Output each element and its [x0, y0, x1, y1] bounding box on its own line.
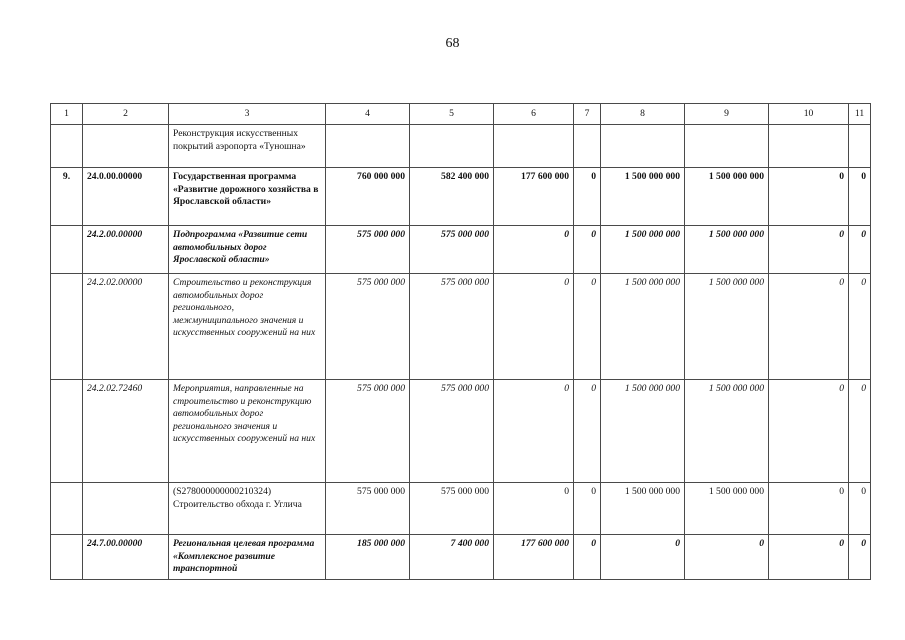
amount-cell: 177 600 000 — [494, 535, 574, 580]
name-cell: Мероприятия, направленные на строительство и реконструкцию автомобильных дорог регионального значения и искусственных сооружений на них — [169, 380, 326, 483]
amount-cell: 1 500 000 000 — [685, 380, 769, 483]
amount-cell: 7 400 000 — [410, 535, 494, 580]
amount-cell: 0 — [769, 226, 849, 274]
amount-cell: 0 — [574, 535, 601, 580]
amount-cell: 1 500 000 000 — [601, 380, 685, 483]
amount-cell: 0 — [849, 226, 871, 274]
row-number-cell: 9. — [51, 168, 83, 226]
code-cell: 24.0.00.00000 — [83, 168, 169, 226]
amount-cell: 0 — [769, 483, 849, 535]
code-cell: 24.7.00.00000 — [83, 535, 169, 580]
column-header: 3 — [169, 104, 326, 125]
amount-cell: 760 000 000 — [326, 168, 410, 226]
name-cell: Строительство и реконструкция автомобильных дорог регионального, межмуниципального значения и искусственных сооружений на них — [169, 274, 326, 380]
name-cell: (S278000000000210324) Строительство обхода г. Углича — [169, 483, 326, 535]
amount-cell: 575 000 000 — [410, 274, 494, 380]
amount-cell: 0 — [769, 380, 849, 483]
amount-cell: 575 000 000 — [410, 380, 494, 483]
column-header: 6 — [494, 104, 574, 125]
column-header: 4 — [326, 104, 410, 125]
amount-cell: 575 000 000 — [410, 483, 494, 535]
row-number-cell — [51, 226, 83, 274]
code-cell — [83, 483, 169, 535]
amount-cell — [685, 125, 769, 168]
code-cell — [83, 125, 169, 168]
table-row — [51, 274, 871, 380]
row-number-cell — [51, 535, 83, 580]
amount-cell: 185 000 000 — [326, 535, 410, 580]
amount-cell: 1 500 000 000 — [685, 274, 769, 380]
amount-cell: 0 — [769, 535, 849, 580]
amount-cell: 0 — [769, 274, 849, 380]
code-cell: 24.2.00.00000 — [83, 226, 169, 274]
amount-cell: 0 — [494, 483, 574, 535]
amount-cell: 0 — [769, 168, 849, 226]
table-row — [51, 380, 871, 483]
amount-cell: 0 — [685, 535, 769, 580]
row-number-cell — [51, 380, 83, 483]
amount-cell — [601, 125, 685, 168]
name-cell: Подпрограмма «Развитие сети автомобильных дорог Ярославской области» — [169, 226, 326, 274]
amount-cell: 575 000 000 — [326, 274, 410, 380]
amount-cell: 0 — [601, 535, 685, 580]
amount-cell: 575 000 000 — [326, 483, 410, 535]
amount-cell: 0 — [494, 274, 574, 380]
budget-table — [50, 103, 871, 580]
amount-cell: 0 — [849, 274, 871, 380]
amount-cell: 1 500 000 000 — [685, 168, 769, 226]
table-row — [51, 125, 871, 168]
amount-cell: 1 500 000 000 — [601, 168, 685, 226]
column-header: 5 — [410, 104, 494, 125]
amount-cell: 0 — [849, 380, 871, 483]
table-row — [51, 168, 871, 226]
amount-cell: 575 000 000 — [326, 226, 410, 274]
column-header: 2 — [83, 104, 169, 125]
amount-cell: 0 — [574, 483, 601, 535]
row-number-cell — [51, 125, 83, 168]
column-header: 11 — [849, 104, 871, 125]
name-cell: Реконструкция искусственных покрытий аэропорта «Туношна» — [169, 125, 326, 168]
amount-cell: 582 400 000 — [410, 168, 494, 226]
name-cell: Региональная целевая программа «Комплексное развитие транспортной — [169, 535, 326, 580]
amount-cell — [326, 125, 410, 168]
amount-cell — [849, 125, 871, 168]
column-header: 9 — [685, 104, 769, 125]
amount-cell: 1 500 000 000 — [685, 226, 769, 274]
column-header: 7 — [574, 104, 601, 125]
column-header: 8 — [601, 104, 685, 125]
amount-cell: 0 — [494, 380, 574, 483]
amount-cell: 575 000 000 — [326, 380, 410, 483]
amount-cell — [494, 125, 574, 168]
header-row — [51, 104, 871, 125]
table-row — [51, 535, 871, 580]
column-header: 10 — [769, 104, 849, 125]
code-cell: 24.2.02.00000 — [83, 274, 169, 380]
amount-cell: 0 — [849, 535, 871, 580]
amount-cell: 0 — [849, 168, 871, 226]
amount-cell: 0 — [574, 226, 601, 274]
amount-cell: 1 500 000 000 — [601, 483, 685, 535]
amount-cell: 0 — [574, 274, 601, 380]
amount-cell: 1 500 000 000 — [601, 226, 685, 274]
row-number-cell — [51, 483, 83, 535]
code-cell: 24.2.02.72460 — [83, 380, 169, 483]
table-row — [51, 483, 871, 535]
amount-cell: 0 — [849, 483, 871, 535]
page-number: 68 — [445, 36, 460, 51]
name-cell: Государственная программа «Развитие дорожного хозяйства в Ярославской области» — [169, 168, 326, 226]
amount-cell: 0 — [574, 168, 601, 226]
amount-cell: 0 — [494, 226, 574, 274]
amount-cell — [769, 125, 849, 168]
amount-cell — [410, 125, 494, 168]
amount-cell: 177 600 000 — [494, 168, 574, 226]
column-header: 1 — [51, 104, 83, 125]
amount-cell — [574, 125, 601, 168]
amount-cell: 1 500 000 000 — [685, 483, 769, 535]
amount-cell: 0 — [574, 380, 601, 483]
amount-cell: 1 500 000 000 — [601, 274, 685, 380]
row-number-cell — [51, 274, 83, 380]
table-row — [51, 226, 871, 274]
amount-cell: 575 000 000 — [410, 226, 494, 274]
